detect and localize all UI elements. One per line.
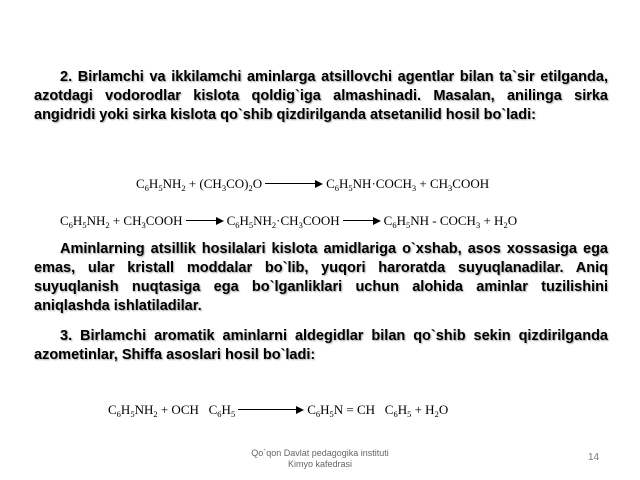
equation-reactants: $C_6H_5NH_2\cdot CH_3COOH$ [226,213,340,230]
reaction-arrow-icon [265,179,323,189]
footer-department: Kimyo kafedrasi [287,459,353,469]
paragraph-acyl-derivatives: Aminlarning atsillik hosilalari kislota amidlariga o`xshab, asos xossasiga ega emas, ular kristall moddalar bo`lib, yuqori haroratda suyuqlanadilar. Aniq suyuqlanish nuqtasiga ega bo`lganliklari uchun alohida aminlar tuzilishini aniqlashda ishlatiladilar. [34,241,608,314]
equation-reactants: $C_6H_5NH_2 + (CH_3CO)_2O$ [136,176,263,193]
reaction-arrow-icon [343,216,381,226]
footer-institute: Qo`qon Davlat pedagogika instituti [251,448,389,458]
equation-acetanilide-anhydride [136,176,489,192]
reaction-arrow-icon [238,405,304,415]
reaction-arrow-icon [186,216,224,226]
equation-reactants: $C_6H_5NH_2$ + OCH $C_6H_5$ [108,402,236,419]
equation-schiff-base [108,402,448,418]
equation-reactants: $C_6H_5NH_2$ + $CH_3COOH$ [60,213,183,230]
page-number: 14 [588,452,600,463]
paragraph-acylation: 2. Birlamchi va ikkilamchi aminlarga atsillovchi agentlar bilan ta`sir etilganda, azotdagi vodorodlar kislota qoldig`iga almashinadi. Masalan, anilinga sirka angidridi yoki sirka kislota qo`shib qizdirilganda atsetanilid hosil bo`ladi: [34,69,608,123]
equation-products: $C_6H_5NH\cdot COCH_3$ + $CH_3COOH$ [326,176,490,193]
equation-acetanilide-acid [60,213,517,229]
footer [200,448,440,470]
paragraph-schiff-bases: 3. Birlamchi aromatik aminlarni aldegidlar bilan qo`shib sekin qizdirilganda azometinlar, Shiffa asoslari hosil bo`ladi: [34,328,608,363]
equation-products: $C_6H_5NH$ - $COCH_3 + H_2O$ [383,213,518,230]
equation-products: $C_6H_5N$ = CH $C_6H_5 + H_2O$ [307,402,449,419]
